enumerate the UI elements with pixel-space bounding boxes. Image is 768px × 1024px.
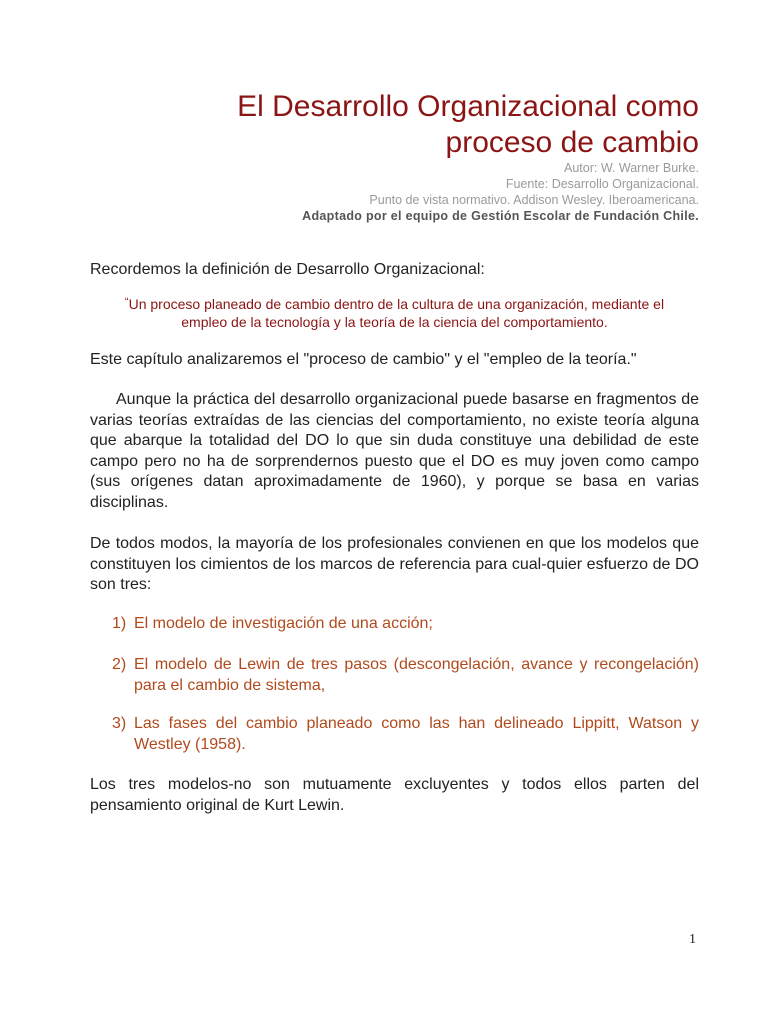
publisher-line: Punto de vista normativo. Addison Wesley. Iberoamericana. <box>369 193 699 207</box>
page-number: 1 <box>689 932 696 947</box>
paragraph-models: De todos modos, la mayoría de los profesionales convienen en que los modelos que constituyen los cimientos de los marcos de referencia para cual-quier esfuerzo de DO son tres: <box>90 535 699 593</box>
list-number: 2) <box>112 656 127 673</box>
list-text: El modelo de investigación de una acción; <box>134 615 433 632</box>
adapted-line <box>90 208 699 224</box>
source-line: Fuente: Desarrollo Organizacional. <box>505 177 699 191</box>
list-item-3 <box>112 714 699 755</box>
list-number: 1) <box>112 615 127 632</box>
intro-paragraph: Recordemos la definición de Desarrollo Organizacional: <box>90 261 485 278</box>
adapted-text: Adaptado por el equipo de Gestión Escolar de Fundación Chile <box>302 209 696 223</box>
list-text: Las fases del cambio planeado como las han delineado Lippitt, Watson y Westley (1958). <box>134 715 699 753</box>
title-line-1: El Desarrollo Organizacional como <box>237 90 699 123</box>
quote-line-2: empleo de la tecnología y la teoría de la ciencia del comportamiento. <box>181 314 608 330</box>
list-number: 3) <box>112 715 127 732</box>
paragraph-conclusion: Los tres modelos-no son mutuamente excluyentes y todos ellos parten del pensamiento original de Kurt Lewin. <box>90 776 699 814</box>
paragraph-theory: Aunque la práctica del desarrollo organizacional puede basarse en fragmentos de varias teorías extraídas de las ciencias del comportamiento, no existe teoría alguna que abarque la totalidad del DO lo que sin duda constituye una debilidad de este campo pero no ha de sorprendernos puesto que el DO es muy joven como campo (sus orígenes datan aproximadamente de 1960), y porque se basa en varias disciplinas. <box>90 391 699 511</box>
list-item-1 <box>112 614 699 635</box>
quote-mark: “ <box>124 296 129 308</box>
paragraph-chapter-intro: Este capítulo analizaremos el "proceso de cambio" y el "empleo de la teoría." <box>90 351 637 368</box>
list-text: El modelo de Lewin de tres pasos (descongelación, avance y recongelación) para el cambio de sistema, <box>134 656 699 694</box>
quote-line-1 <box>90 295 699 313</box>
quote-line-1-text: Un proceso planeado de cambio dentro de la cultura de una organización, mediante el <box>128 296 665 312</box>
adapted-period: . <box>695 209 699 223</box>
source-info <box>90 160 699 224</box>
document-title <box>90 89 699 161</box>
list-item-2 <box>112 655 699 696</box>
author-line: Autor: W. Warner Burke. <box>564 161 699 175</box>
title-line-2: proceso de cambio <box>445 126 699 159</box>
definition-quote <box>90 295 699 331</box>
